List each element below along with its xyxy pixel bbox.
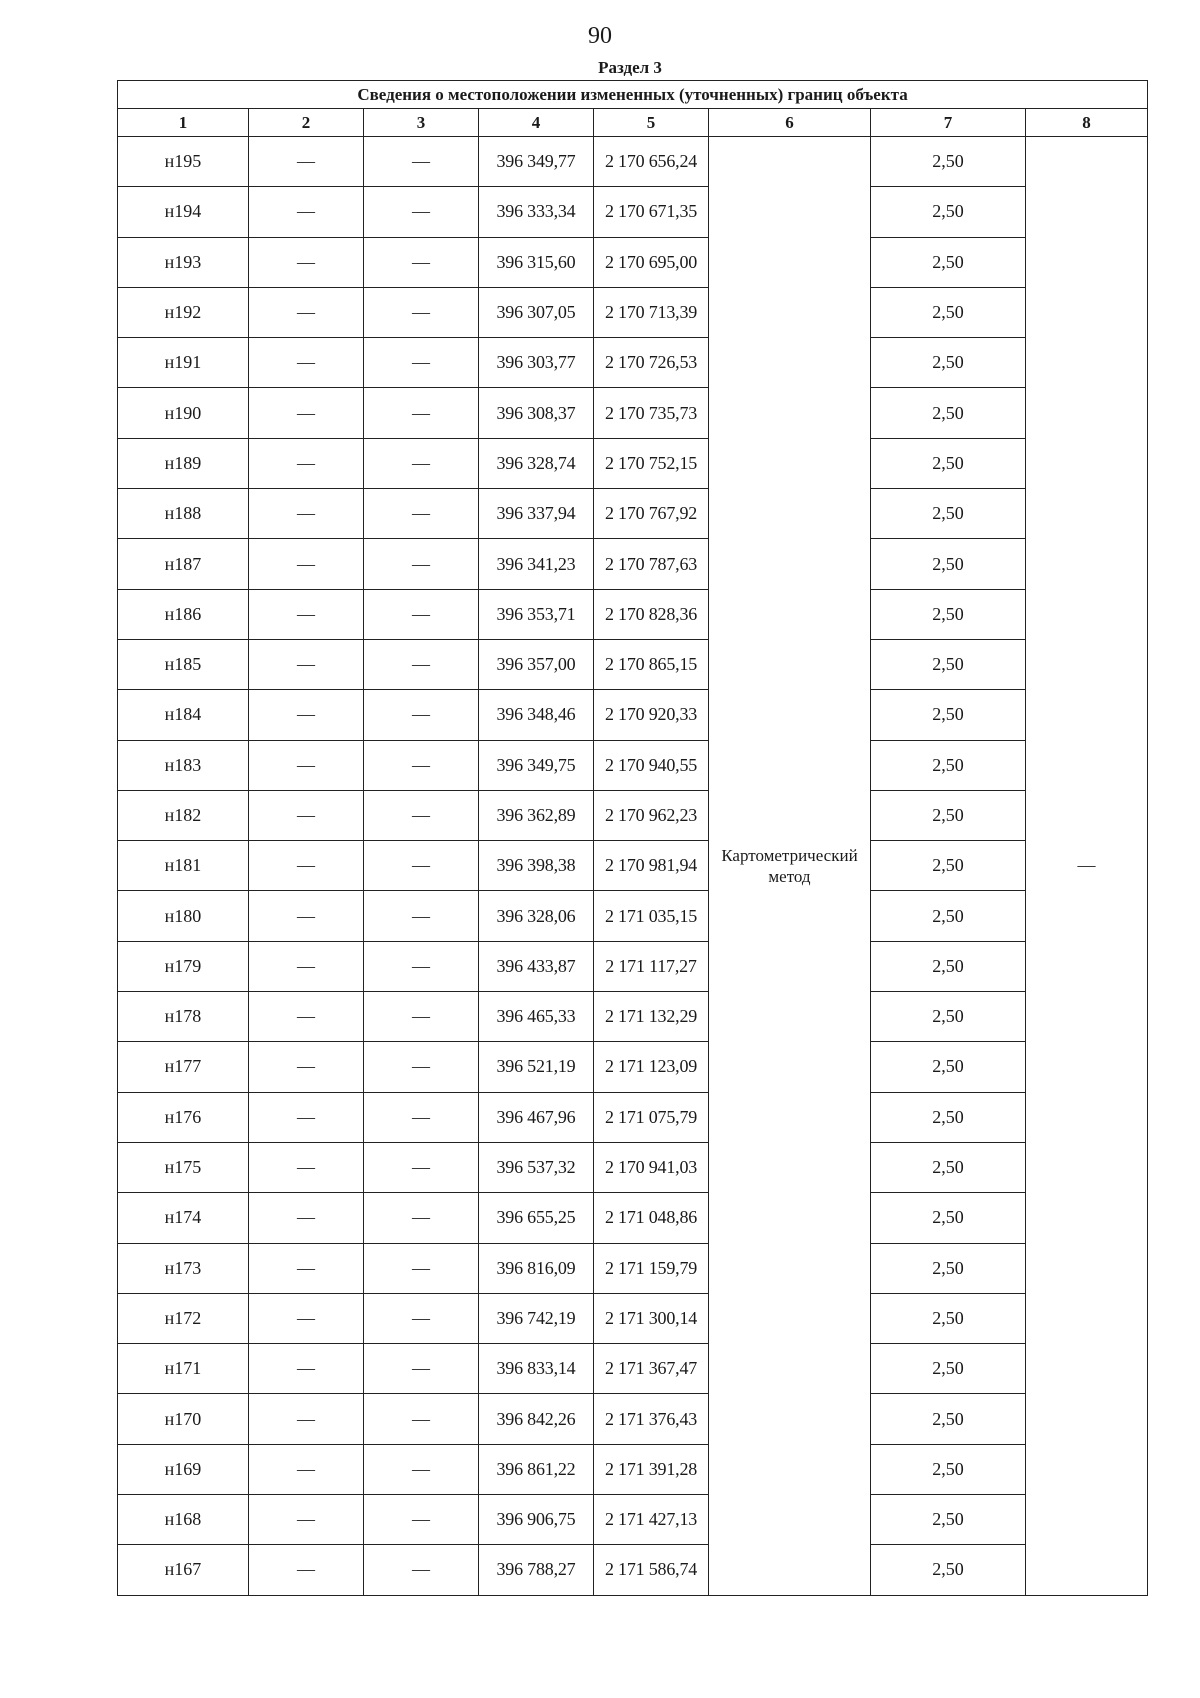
point-id-cell: н192 [118,287,249,337]
table-row [118,388,1148,438]
column2-cell: — [249,690,364,740]
y-coordinate-cell: 2 171 367,47 [594,1344,709,1394]
column3-cell: — [364,1092,479,1142]
column2-cell: — [249,992,364,1042]
point-id-cell: н170 [118,1394,249,1444]
accuracy-cell: 2,50 [871,1495,1026,1545]
column3-cell: — [364,1293,479,1343]
column3-cell: — [364,338,479,388]
x-coordinate-cell: 396 353,71 [479,589,594,639]
accuracy-cell: 2,50 [871,137,1026,187]
section-title: Раздел 3 [598,58,662,77]
table-row [118,539,1148,589]
point-id-cell: н184 [118,690,249,740]
point-id-cell: н176 [118,1092,249,1142]
accuracy-cell: 2,50 [871,1142,1026,1192]
accuracy-cell: 2,50 [871,1545,1026,1595]
column3-cell: — [364,137,479,187]
column-header: 3 [364,109,479,137]
point-id-cell: н171 [118,1344,249,1394]
y-coordinate-cell: 2 171 586,74 [594,1545,709,1595]
x-coordinate-cell: 396 357,00 [479,639,594,689]
x-coordinate-cell: 396 521,19 [479,1042,594,1092]
table-row [118,1495,1148,1545]
x-coordinate-cell: 396 348,46 [479,690,594,740]
x-coordinate-cell: 396 906,75 [479,1495,594,1545]
y-coordinate-cell: 2 171 075,79 [594,1092,709,1142]
column2-cell: — [249,489,364,539]
column3-cell: — [364,489,479,539]
y-coordinate-cell: 2 170 962,23 [594,790,709,840]
column3-cell: — [364,1042,479,1092]
column2-cell: — [249,1142,364,1192]
column2-cell: — [249,388,364,438]
table-row [118,1142,1148,1192]
table-row [118,237,1148,287]
table-row [118,841,1148,891]
y-coordinate-cell: 2 171 123,09 [594,1042,709,1092]
column3-cell: — [364,539,479,589]
column3-cell: — [364,992,479,1042]
point-id-cell: н186 [118,589,249,639]
column2-cell: — [249,1042,364,1092]
y-coordinate-cell: 2 170 735,73 [594,388,709,438]
column2-cell: — [249,1394,364,1444]
y-coordinate-cell: 2 171 117,27 [594,941,709,991]
column8-cell: — [1026,137,1148,1596]
accuracy-cell: 2,50 [871,740,1026,790]
column2-cell: — [249,589,364,639]
accuracy-cell: 2,50 [871,1344,1026,1394]
table-caption: Сведения о местоположении измененных (уточненных) границ объекта [118,81,1148,109]
column3-cell: — [364,690,479,740]
point-id-cell: н180 [118,891,249,941]
x-coordinate-cell: 396 433,87 [479,941,594,991]
boundary-coordinates-table [117,80,1148,1596]
column3-cell: — [364,1444,479,1494]
column3-cell: — [364,1193,479,1243]
column3-cell: — [364,237,479,287]
accuracy-cell: 2,50 [871,690,1026,740]
accuracy-cell: 2,50 [871,639,1026,689]
point-id-cell: н174 [118,1193,249,1243]
accuracy-cell: 2,50 [871,388,1026,438]
point-id-cell: н189 [118,438,249,488]
x-coordinate-cell: 396 362,89 [479,790,594,840]
point-id-cell: н194 [118,187,249,237]
accuracy-cell: 2,50 [871,489,1026,539]
point-id-cell: н177 [118,1042,249,1092]
table-row [118,740,1148,790]
y-coordinate-cell: 2 170 671,35 [594,187,709,237]
table-row [118,187,1148,237]
point-id-cell: н178 [118,992,249,1042]
table-row [118,438,1148,488]
table-row [118,1444,1148,1494]
x-coordinate-cell: 396 465,33 [479,992,594,1042]
column3-cell: — [364,740,479,790]
table-row [118,639,1148,689]
column2-cell: — [249,941,364,991]
y-coordinate-cell: 2 170 865,15 [594,639,709,689]
x-coordinate-cell: 396 816,09 [479,1243,594,1293]
column3-cell: — [364,187,479,237]
x-coordinate-cell: 396 349,77 [479,137,594,187]
x-coordinate-cell: 396 398,38 [479,841,594,891]
column2-cell: — [249,1545,364,1595]
y-coordinate-cell: 2 170 695,00 [594,237,709,287]
point-id-cell: н193 [118,237,249,287]
x-coordinate-cell: 396 333,34 [479,187,594,237]
y-coordinate-cell: 2 170 940,55 [594,740,709,790]
column-header: 5 [594,109,709,137]
accuracy-cell: 2,50 [871,187,1026,237]
table-row [118,992,1148,1042]
accuracy-cell: 2,50 [871,1293,1026,1343]
y-coordinate-cell: 2 170 828,36 [594,589,709,639]
column2-cell: — [249,1293,364,1343]
column2-cell: — [249,891,364,941]
column2-cell: — [249,740,364,790]
x-coordinate-cell: 396 842,26 [479,1394,594,1444]
point-id-cell: н175 [118,1142,249,1192]
accuracy-cell: 2,50 [871,841,1026,891]
accuracy-cell: 2,50 [871,1042,1026,1092]
x-coordinate-cell: 396 537,32 [479,1142,594,1192]
column3-cell: — [364,941,479,991]
point-id-cell: н195 [118,137,249,187]
column2-cell: — [249,1444,364,1494]
x-coordinate-cell: 396 303,77 [479,338,594,388]
point-id-cell: н172 [118,1293,249,1343]
column2-cell: — [249,1344,364,1394]
table-row [118,1394,1148,1444]
table-row [118,1092,1148,1142]
x-coordinate-cell: 396 328,06 [479,891,594,941]
column3-cell: — [364,790,479,840]
accuracy-cell: 2,50 [871,1092,1026,1142]
y-coordinate-cell: 2 170 981,94 [594,841,709,891]
x-coordinate-cell: 396 308,37 [479,388,594,438]
table-body [118,137,1148,1596]
column2-cell: — [249,438,364,488]
page-number: 90 [588,23,612,49]
table-row [118,1545,1148,1595]
table-header-row [118,109,1148,137]
table-row [118,338,1148,388]
point-id-cell: н173 [118,1243,249,1293]
accuracy-cell: 2,50 [871,539,1026,589]
y-coordinate-cell: 2 171 376,43 [594,1394,709,1444]
y-coordinate-cell: 2 170 941,03 [594,1142,709,1192]
accuracy-cell: 2,50 [871,941,1026,991]
column-header: 1 [118,109,249,137]
x-coordinate-cell: 396 341,23 [479,539,594,589]
point-id-cell: н167 [118,1545,249,1595]
table-row [118,589,1148,639]
x-coordinate-cell: 396 861,22 [479,1444,594,1494]
y-coordinate-cell: 2 170 787,63 [594,539,709,589]
column3-cell: — [364,1142,479,1192]
column2-cell: — [249,841,364,891]
accuracy-cell: 2,50 [871,438,1026,488]
table-row [118,1344,1148,1394]
y-coordinate-cell: 2 171 048,86 [594,1193,709,1243]
point-id-cell: н190 [118,388,249,438]
point-id-cell: н168 [118,1495,249,1545]
column2-cell: — [249,287,364,337]
x-coordinate-cell: 396 349,75 [479,740,594,790]
y-coordinate-cell: 2 171 132,29 [594,992,709,1042]
x-coordinate-cell: 396 833,14 [479,1344,594,1394]
point-id-cell: н179 [118,941,249,991]
column3-cell: — [364,841,479,891]
table-row [118,287,1148,337]
column-header: 6 [709,109,871,137]
column2-cell: — [249,539,364,589]
column2-cell: — [249,1092,364,1142]
y-coordinate-cell: 2 171 391,28 [594,1444,709,1494]
column-header: 4 [479,109,594,137]
y-coordinate-cell: 2 171 427,13 [594,1495,709,1545]
column2-cell: — [249,790,364,840]
column3-cell: — [364,438,479,488]
column3-cell: — [364,287,479,337]
table-row [118,1293,1148,1343]
column3-cell: — [364,639,479,689]
accuracy-cell: 2,50 [871,992,1026,1042]
x-coordinate-cell: 396 742,19 [479,1293,594,1343]
x-coordinate-cell: 396 307,05 [479,287,594,337]
y-coordinate-cell: 2 170 726,53 [594,338,709,388]
column-header: 7 [871,109,1026,137]
y-coordinate-cell: 2 170 656,24 [594,137,709,187]
table-row [118,941,1148,991]
table-row [118,489,1148,539]
column3-cell: — [364,1495,479,1545]
table-row [118,690,1148,740]
point-id-cell: н188 [118,489,249,539]
column3-cell: — [364,1344,479,1394]
column3-cell: — [364,891,479,941]
y-coordinate-cell: 2 170 752,15 [594,438,709,488]
table-row [118,1193,1148,1243]
column2-cell: — [249,1243,364,1293]
point-id-cell: н187 [118,539,249,589]
column2-cell: — [249,137,364,187]
point-id-cell: н191 [118,338,249,388]
table-row [118,1243,1148,1293]
y-coordinate-cell: 2 170 920,33 [594,690,709,740]
column3-cell: — [364,1243,479,1293]
accuracy-cell: 2,50 [871,1394,1026,1444]
x-coordinate-cell: 396 655,25 [479,1193,594,1243]
column2-cell: — [249,338,364,388]
accuracy-cell: 2,50 [871,589,1026,639]
table-row [118,1042,1148,1092]
accuracy-cell: 2,50 [871,891,1026,941]
y-coordinate-cell: 2 171 300,14 [594,1293,709,1343]
y-coordinate-cell: 2 170 767,92 [594,489,709,539]
accuracy-cell: 2,50 [871,338,1026,388]
point-id-cell: н181 [118,841,249,891]
column3-cell: — [364,388,479,438]
column2-cell: — [249,639,364,689]
table-row [118,891,1148,941]
x-coordinate-cell: 396 315,60 [479,237,594,287]
column3-cell: — [364,1394,479,1444]
y-coordinate-cell: 2 170 713,39 [594,287,709,337]
column2-cell: — [249,1193,364,1243]
accuracy-cell: 2,50 [871,1243,1026,1293]
accuracy-cell: 2,50 [871,1444,1026,1494]
column3-cell: — [364,1545,479,1595]
x-coordinate-cell: 396 467,96 [479,1092,594,1142]
accuracy-cell: 2,50 [871,1193,1026,1243]
table-row [118,790,1148,840]
method-cell: Картометрический метод [709,137,871,1596]
point-id-cell: н185 [118,639,249,689]
table-row [118,137,1148,187]
x-coordinate-cell: 396 328,74 [479,438,594,488]
column-header: 2 [249,109,364,137]
x-coordinate-cell: 396 788,27 [479,1545,594,1595]
column2-cell: — [249,187,364,237]
column-header: 8 [1026,109,1148,137]
y-coordinate-cell: 2 171 035,15 [594,891,709,941]
y-coordinate-cell: 2 171 159,79 [594,1243,709,1293]
accuracy-cell: 2,50 [871,237,1026,287]
column2-cell: — [249,1495,364,1545]
column3-cell: — [364,589,479,639]
accuracy-cell: 2,50 [871,287,1026,337]
point-id-cell: н183 [118,740,249,790]
accuracy-cell: 2,50 [871,790,1026,840]
point-id-cell: н182 [118,790,249,840]
column2-cell: — [249,237,364,287]
x-coordinate-cell: 396 337,94 [479,489,594,539]
point-id-cell: н169 [118,1444,249,1494]
